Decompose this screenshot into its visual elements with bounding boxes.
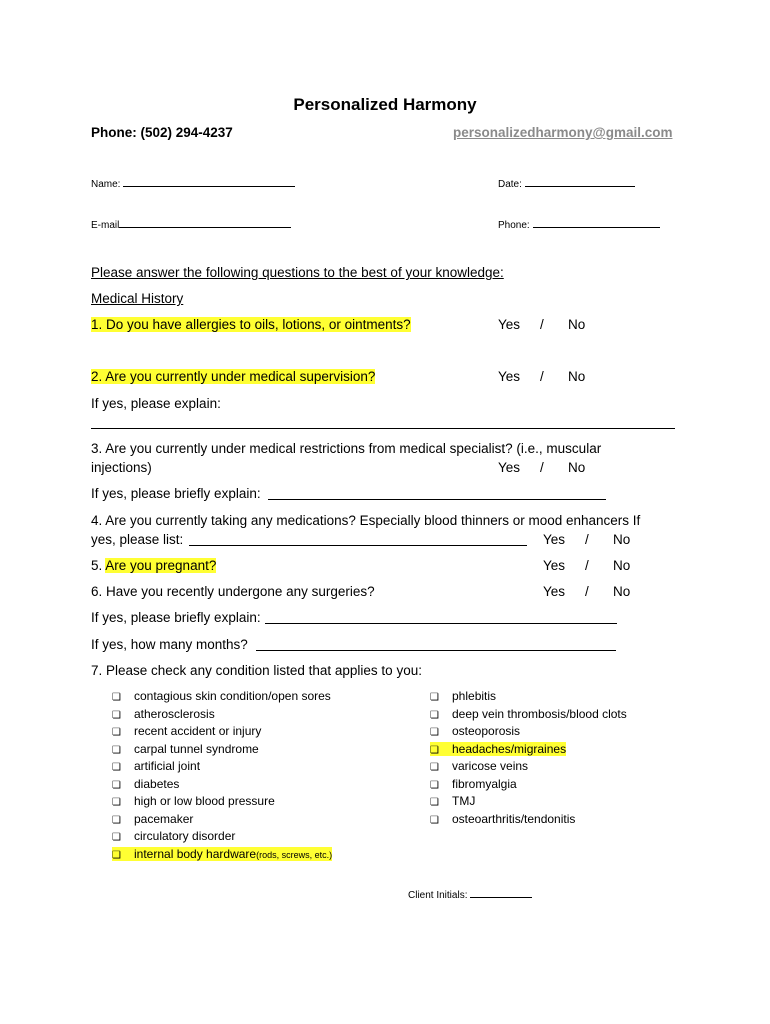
section-heading: Medical History bbox=[91, 291, 184, 306]
business-phone: Phone: (502) 294-4237 bbox=[91, 125, 233, 140]
condition-item[interactable] bbox=[430, 758, 627, 776]
checkbox-icon[interactable]: ❏ bbox=[112, 832, 121, 843]
checkbox-icon[interactable]: ❏ bbox=[430, 814, 439, 826]
checkbox-icon[interactable]: ❏ bbox=[112, 797, 121, 808]
checkbox-icon[interactable]: ❏ bbox=[112, 692, 121, 703]
q4-slash: / bbox=[585, 532, 589, 547]
condition-item[interactable] bbox=[430, 688, 627, 706]
checkbox-icon[interactable]: ❏ bbox=[112, 814, 121, 826]
question-2-text: 2. Are you currently under medical supervision? bbox=[91, 369, 376, 384]
q3-no[interactable]: No bbox=[568, 460, 586, 475]
q3-yes[interactable]: Yes bbox=[498, 460, 521, 475]
date-blank[interactable] bbox=[525, 177, 635, 187]
checkbox-icon[interactable]: ❏ bbox=[430, 709, 439, 721]
q5-slash: / bbox=[585, 558, 589, 573]
condition-label: diabetes bbox=[134, 776, 180, 791]
question-3-line2: injections) bbox=[91, 460, 152, 475]
q2-yes[interactable]: Yes bbox=[498, 369, 521, 384]
q5-yes[interactable]: Yes bbox=[543, 558, 566, 573]
checkbox-icon[interactable]: ❏ bbox=[430, 692, 439, 703]
q1-yes[interactable]: Yes bbox=[498, 317, 521, 332]
email-label: E-mail bbox=[91, 220, 120, 231]
q6-explain-label: If yes, please briefly explain: bbox=[91, 610, 261, 625]
q6-no[interactable]: No bbox=[613, 584, 631, 599]
checkbox-icon[interactable]: ❏ bbox=[430, 779, 439, 791]
question-4-line1: 4. Are you currently taking any medications? Especially blood thinners or mood enhancers If bbox=[91, 513, 641, 528]
checkbox-icon[interactable]: ❏ bbox=[112, 762, 121, 773]
condition-item[interactable] bbox=[112, 723, 332, 741]
condition-item[interactable] bbox=[112, 793, 332, 811]
intro-text: Please answer the following questions to the best of your knowledge: bbox=[91, 265, 504, 280]
q3-slash: / bbox=[540, 460, 544, 475]
condition-label: osteoporosis bbox=[452, 724, 521, 738]
condition-item[interactable] bbox=[112, 741, 332, 759]
client-initials-blank[interactable] bbox=[470, 888, 532, 898]
email-field[interactable] bbox=[91, 218, 291, 231]
checkbox-icon[interactable]: ❏ bbox=[112, 779, 121, 791]
condition-label: deep vein thrombosis/blood clots bbox=[452, 706, 627, 721]
question-4-line2: yes, please list: bbox=[91, 532, 184, 547]
condition-label: TMJ bbox=[452, 794, 476, 808]
condition-label: artificial joint bbox=[134, 759, 201, 773]
q4-list-line[interactable] bbox=[189, 545, 527, 546]
name-label: Name: bbox=[91, 179, 121, 190]
q6-slash: / bbox=[585, 584, 589, 599]
q1-slash: / bbox=[540, 317, 544, 332]
condition-label: contagious skin condition/open sores bbox=[134, 689, 331, 703]
phone-blank[interactable] bbox=[533, 218, 660, 228]
condition-item[interactable] bbox=[430, 776, 627, 794]
condition-label: varicose veins bbox=[452, 759, 529, 773]
condition-item[interactable] bbox=[112, 758, 332, 776]
condition-label: osteoarthritis/tendonitis bbox=[452, 811, 576, 826]
q5-no[interactable]: No bbox=[613, 558, 631, 573]
condition-label: pacemaker bbox=[134, 811, 194, 826]
q6-months-line[interactable] bbox=[256, 650, 616, 651]
condition-item[interactable] bbox=[430, 811, 627, 829]
condition-item[interactable] bbox=[430, 793, 627, 811]
condition-label: headaches/migraines bbox=[452, 741, 567, 756]
condition-item[interactable] bbox=[112, 828, 332, 846]
conditions-right-list bbox=[430, 688, 627, 828]
q2-explain-label: If yes, please explain: bbox=[91, 396, 221, 411]
business-email-link[interactable]: personalizedharmony@gmail.com bbox=[453, 125, 673, 140]
condition-item[interactable] bbox=[112, 706, 332, 724]
checkbox-icon[interactable]: ❏ bbox=[430, 727, 439, 738]
condition-label: internal body hardware bbox=[134, 846, 257, 861]
name-blank[interactable] bbox=[123, 177, 295, 187]
question-6: 6. Have you recently undergone any surgeries? bbox=[91, 584, 375, 599]
condition-label: atherosclerosis bbox=[134, 706, 215, 721]
checkbox-icon[interactable]: ❏ bbox=[112, 849, 121, 861]
date-label: Date: bbox=[498, 179, 522, 190]
condition-item-highlighted[interactable] bbox=[430, 741, 627, 759]
date-field[interactable] bbox=[498, 177, 635, 190]
phone-label: Phone: bbox=[498, 220, 530, 231]
condition-label: carpal tunnel syndrome bbox=[134, 741, 259, 756]
checkbox-icon[interactable]: ❏ bbox=[112, 727, 121, 738]
phone-field[interactable] bbox=[498, 218, 660, 231]
q3-explain-label: If yes, please briefly explain: bbox=[91, 486, 261, 501]
condition-label: phlebitis bbox=[452, 689, 497, 703]
q2-slash: / bbox=[540, 369, 544, 384]
checkbox-icon[interactable]: ❏ bbox=[430, 744, 439, 756]
question-5 bbox=[91, 558, 216, 573]
q4-no[interactable]: No bbox=[613, 532, 631, 547]
question-1-text: 1. Do you have allergies to oils, lotions, or ointments? bbox=[91, 317, 411, 332]
condition-item[interactable] bbox=[112, 811, 332, 829]
checkbox-icon[interactable]: ❏ bbox=[112, 744, 121, 756]
question-1 bbox=[91, 317, 411, 332]
condition-item[interactable] bbox=[112, 776, 332, 794]
checkbox-icon[interactable]: ❏ bbox=[430, 762, 439, 773]
conditions-left-list bbox=[112, 688, 332, 863]
checkbox-icon[interactable]: ❏ bbox=[430, 797, 439, 808]
q6-explain-line[interactable] bbox=[265, 623, 617, 624]
q2-no[interactable]: No bbox=[568, 369, 586, 384]
question-5-number: 5. bbox=[91, 558, 106, 573]
condition-label: recent accident or injury bbox=[134, 724, 262, 738]
question-5-text: Are you pregnant? bbox=[105, 558, 217, 573]
q3-explain-line[interactable] bbox=[268, 499, 606, 500]
q1-no[interactable]: No bbox=[568, 317, 586, 332]
client-initials-label: Client Initials: bbox=[408, 890, 468, 901]
condition-item[interactable] bbox=[430, 706, 627, 724]
condition-label: high or low blood pressure bbox=[134, 794, 275, 808]
q4-yes[interactable]: Yes bbox=[543, 532, 566, 547]
q2-explain-line[interactable] bbox=[91, 428, 675, 429]
question-7: 7. Please check any condition listed that applies to you: bbox=[91, 663, 422, 678]
name-field[interactable] bbox=[91, 177, 295, 190]
condition-item[interactable] bbox=[430, 723, 627, 741]
email-blank[interactable] bbox=[119, 218, 291, 228]
q6-yes[interactable]: Yes bbox=[543, 584, 566, 599]
condition-label: fibromyalgia bbox=[452, 776, 517, 791]
page-title: Personalized Harmony bbox=[293, 95, 477, 114]
question-3-line1: 3. Are you currently under medical restrictions from medical specialist? (i.e., muscular bbox=[91, 441, 602, 456]
question-2 bbox=[91, 369, 375, 384]
client-initials-field[interactable] bbox=[408, 888, 532, 901]
q6-months-label: If yes, how many months? bbox=[91, 637, 248, 652]
condition-item-highlighted[interactable] bbox=[112, 846, 332, 864]
hardware-note: (rods, screws, etc.) bbox=[256, 849, 333, 860]
condition-item[interactable] bbox=[112, 688, 332, 706]
condition-label: circulatory disorder bbox=[134, 829, 236, 843]
checkbox-icon[interactable]: ❏ bbox=[112, 709, 121, 721]
